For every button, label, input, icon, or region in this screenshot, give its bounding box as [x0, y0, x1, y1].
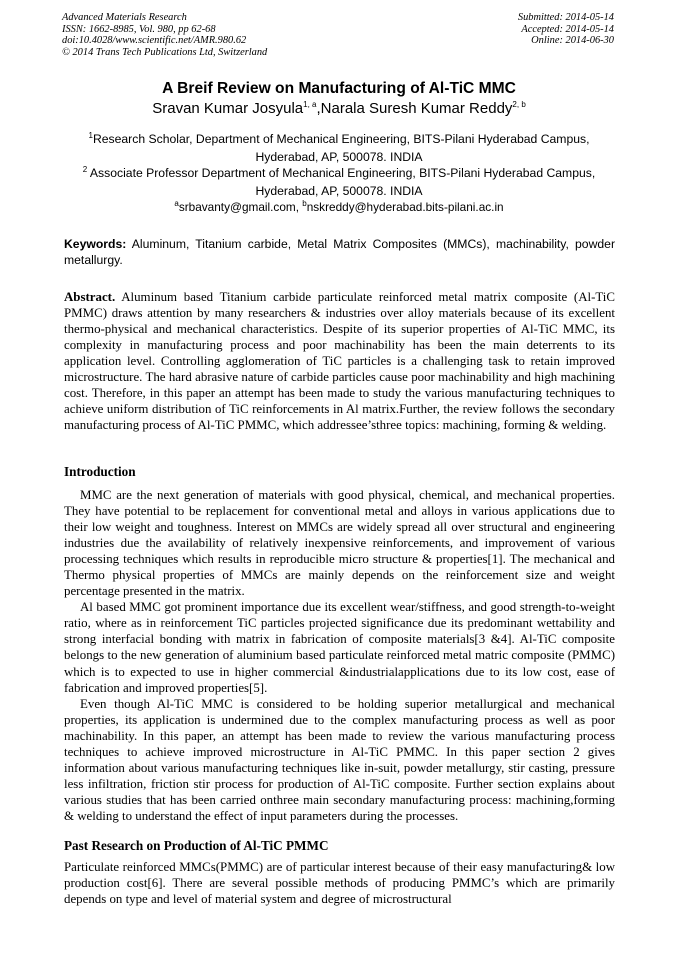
- journal-name: Advanced Materials Research: [62, 12, 187, 23]
- keywords-text: Aluminum, Titanium carbide, Metal Matrix Composites (MMCs), machinability, powder metallurgy.: [64, 237, 615, 267]
- keywords: [64, 236, 615, 268]
- introduction-paragraph-3: Even though Al-TiC MMC is considered to be holding superior metallurgical and mechanical properties, its application is undermined due to the complex manufacturing process as well as poor machinability. In this paper, an attempt has been made to review the various manufacturing process techniques to achieve improved microstructure in Al-TiC PMMC. In this paper section 2 gives information about various manufacturing techniques like in-suit, powder metallurgy, stir casting, pressure less infiltration, friction stir process for production of Al-TiC composite. Further section explains about various studies that has been carried onthree main secondary manufacturing process: machining,forming & welding to understand the effect of input parameters during the processes.: [64, 696, 615, 823]
- paper-title: A Breif Review on Manufacturing of Al-TiC MMC: [162, 80, 516, 97]
- affiliation-1: [70, 131, 608, 166]
- journal-issn: ISSN: 1662-8985, Vol. 980, pp 62-68: [62, 23, 216, 35]
- affiliation-2-line-1: Associate Professor Department of Mechanical Engineering, BITS-Pilani Hyderabad Campus,: [87, 166, 596, 180]
- introduction-heading: Introduction: [64, 464, 136, 479]
- affiliation-2: [70, 165, 608, 200]
- past-research-heading: Past Research on Production of Al-TiC PMMC: [64, 838, 329, 853]
- journal-copyright: © 2014 Trans Tech Publications Ltd, Switzerland: [62, 46, 268, 58]
- email-b: nskreddy@hyderabad.bits-pilani.ac.in: [306, 200, 504, 214]
- keywords-label: Keywords:: [64, 237, 127, 251]
- dates-header: [518, 12, 614, 47]
- email-a-marker: a: [174, 199, 179, 209]
- past-research-section: [64, 859, 615, 907]
- author-emails: [0, 200, 678, 214]
- journal-doi: doi:10.4028/www.scientific.net/AMR.980.62: [62, 35, 247, 46]
- author-1: Sravan Kumar Josyula: [152, 100, 304, 117]
- introduction-section: [64, 487, 615, 824]
- abstract-text: Aluminum based Titanium carbide particulate reinforced metal matrix composite (Al-TiC PMMC) draws attention by many researchers & industries over alloy materials because of its excellent thermo-physical and mechanical characteristics. Despite of its superior properties of Al-TiC MMC, its complexity in manufacturing process and poor machinability has been the main deterrents to its application level. Controlling agglomeration of TiC particles is a challenging task to retain improved microstructure. The hard abrasive nature of carbide particles cause poor machinability and high machining cost. Therefore, in this paper an attempt has been made to study the various manufacturing techniques to achieve uniform distribution of TiC reinforcements in Al matrix.Further, the review follows the secondary manufacturing process of Al-TiC PMMC, which addressee’sthree topics: machining, forming & welding.: [64, 290, 615, 433]
- journal-header: [62, 12, 267, 58]
- affiliation-1-marker: 1: [88, 130, 93, 140]
- submitted-date: Submitted: 2014-05-14: [517, 12, 614, 23]
- online-date: Online: 2014-06-30: [531, 35, 614, 46]
- email-b-marker: b: [302, 199, 307, 209]
- abstract-label: Abstract.: [64, 290, 116, 304]
- author-2: ,Narala Suresh Kumar Reddy: [316, 100, 513, 117]
- affiliation-1-line-1: Research Scholar, Department of Mechanical Engineering, BITS-Pilani Hyderabad Campus,: [92, 132, 590, 146]
- abstract: [64, 289, 615, 433]
- affiliation-1-line-2: Hyderabad, AP, 500078. INDIA: [255, 149, 423, 164]
- accepted-date: Accepted: 2014-05-14: [521, 23, 614, 35]
- author-2-affiliation-marker: 2, b: [512, 100, 526, 109]
- affiliation-2-line-2: Hyderabad, AP, 500078. INDIA: [255, 183, 423, 198]
- introduction-paragraph-1: MMC are the next generation of materials with good physical, chemical, and mechanical properties. They have potential to be replacement for conventional metal and alloys in various applications due to their low weight and toughness. Interest on MMCs are widely spread all over structural and engineering industries due the availability of relatively inexpensive reinforcements, and improvement of various processing techniques which results in reproducible micro structure & properties[1]. The mechanical and Thermo physical properties of MMCs are mainly depends on the reinforcement size and weight percentage presented in the matrix.: [64, 488, 615, 599]
- past-research-paragraph-1: Particulate reinforced MMCs(PMMC) are of particular interest because of their easy manufacturing& low production cost[6]. There are several possible methods of producing PMMC’s which are primarily depends on type and level of material system and degree of microstructural: [64, 860, 615, 907]
- author-list: [0, 100, 678, 117]
- email-a: srbavanty@gmail.com,: [178, 200, 303, 214]
- introduction-paragraph-2: Al based MMC got prominent importance due its excellent wear/stiffness, and good strength-to-weight ratio, where as in reinforcement TiC particles projected significance due its predominant wettability and strong interfacial bonding with matrix in fabrication of composite materials[3 &4]. Al-TiC composite belongs to the new generation of aluminium based particulate reinforced metal matric composite (PMMC) which is to expected to use in higher commercial &industrialapplications due to its low cost, ease of fabrication and improved properties[5].: [64, 600, 615, 695]
- author-1-affiliation-marker: 1, a: [303, 100, 317, 109]
- affiliation-2-marker: 2: [82, 164, 88, 174]
